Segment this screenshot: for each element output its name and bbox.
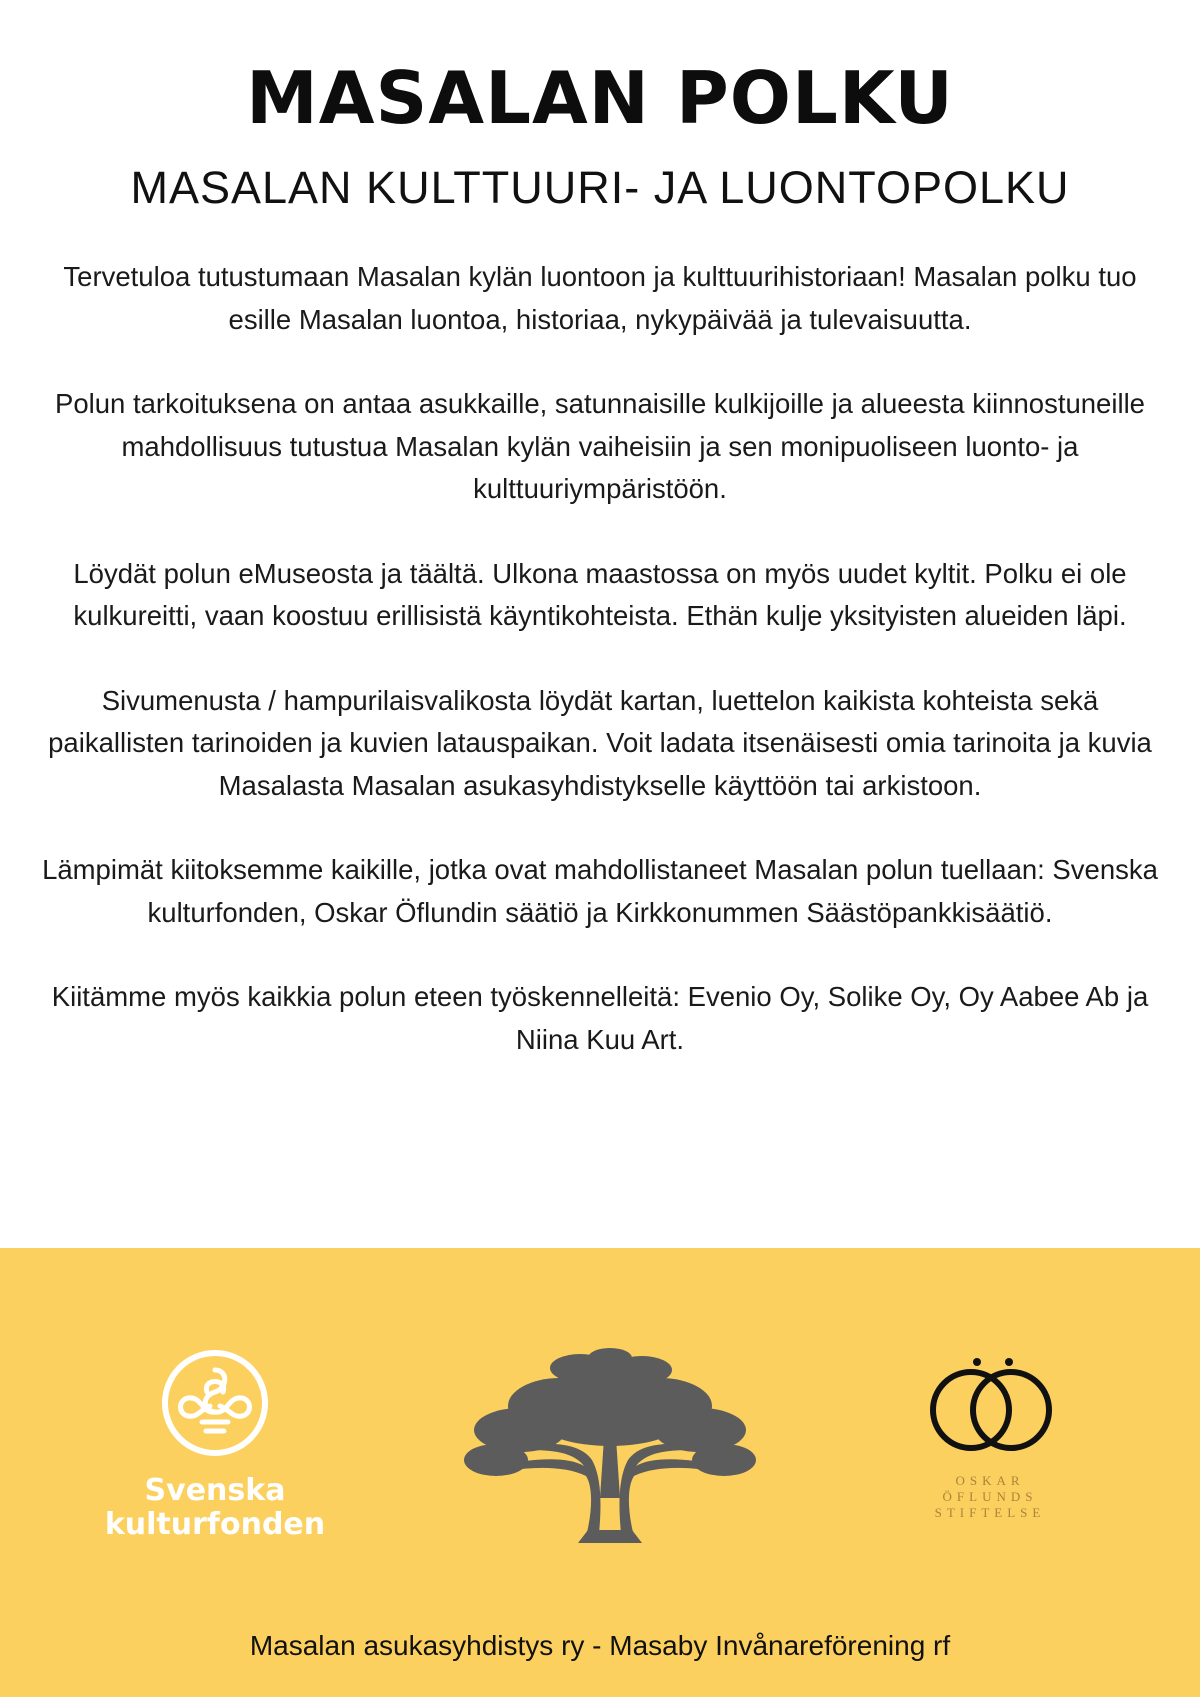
svenska-kulturfonden-logo (95, 1348, 335, 1548)
svenska-logo-line1: Svenska (144, 1473, 286, 1508)
oskar-logo-line2: ÖFLUNDS (942, 1489, 1038, 1504)
oskar-logo-line1: OSKAR (955, 1473, 1025, 1488)
page-subtitle: MASALAN KULTTUURI- JA LUONTOPOLKU (130, 162, 1070, 213)
svenska-logo-line2: kulturfonden (104, 1507, 326, 1542)
page-title: MASALAN POLKU (246, 56, 954, 140)
oskar-rings-icon (915, 1348, 1065, 1458)
paragraph-welcome: Tervetuloa tutustumaan Masalan kylän luontoon ja kulttuurihistoriaan! Masalan polku tuo esille Masalan luontoa, historiaa, nykypäivää ja tulevaisuutta. (63, 261, 1137, 335)
sponsor-footer (0, 1248, 1200, 1697)
paragraph-menu: Sivumenusta / hampurilaisvalikosta löydät kartan, luettelon kaikista kohteista sekä paikallisten tarinoiden ja kuvien latauspaikan. Voit ladata itsenäisesti omia tarinoita ja kuvia Masalasta Masalan asukasyhdistykselle käyttöön tai arkistoon. (48, 684, 1152, 801)
paragraph-location: Löydät polun eMuseosta ja täältä. Ulkona maastossa on myös uudet kyltit. Polku ei ole kulkureitti, vaan koostuu erillisistä käyntikohteista. Ethän kulje yksityisten alueiden läpi. (73, 557, 1127, 631)
organization-name: Masalan asukasyhdistys ry - Masaby Invånareförening rf (249, 1630, 951, 1661)
tree-icon (460, 1348, 760, 1543)
svenska-kulturfonden-emblem-icon (160, 1348, 270, 1458)
paragraph-thanks-sponsors: Lämpimät kiitoksemme kaikille, jotka ovat mahdollistaneet Masalan polun tuellaan: Svenska kulturfonden, Oskar Öflundin säätiö ja Kirkkonummen Säästöpankkisäätiö. (42, 854, 1158, 928)
paragraph-thanks-workers: Kiitämme myös kaikkia polun eteen työskennelleitä: Evenio Oy, Solike Oy, Oy Aabee Ab ja Niina Kuu Art. (51, 981, 1149, 1055)
body-text (40, 256, 1160, 1103)
oskar-oflunds-stiftelse-logo (910, 1348, 1070, 1538)
oskar-logo-line3: STIFTELSE (934, 1505, 1046, 1520)
paragraph-purpose: Polun tarkoituksena on antaa asukkaille, satunnaisille kulkijoille ja alueesta kiinnostuneille mahdollisuus tutustua Masalan kylän vaiheisiin ja sen monipuoliseen luonto- ja kulttuuriympäristöön. (55, 388, 1145, 504)
